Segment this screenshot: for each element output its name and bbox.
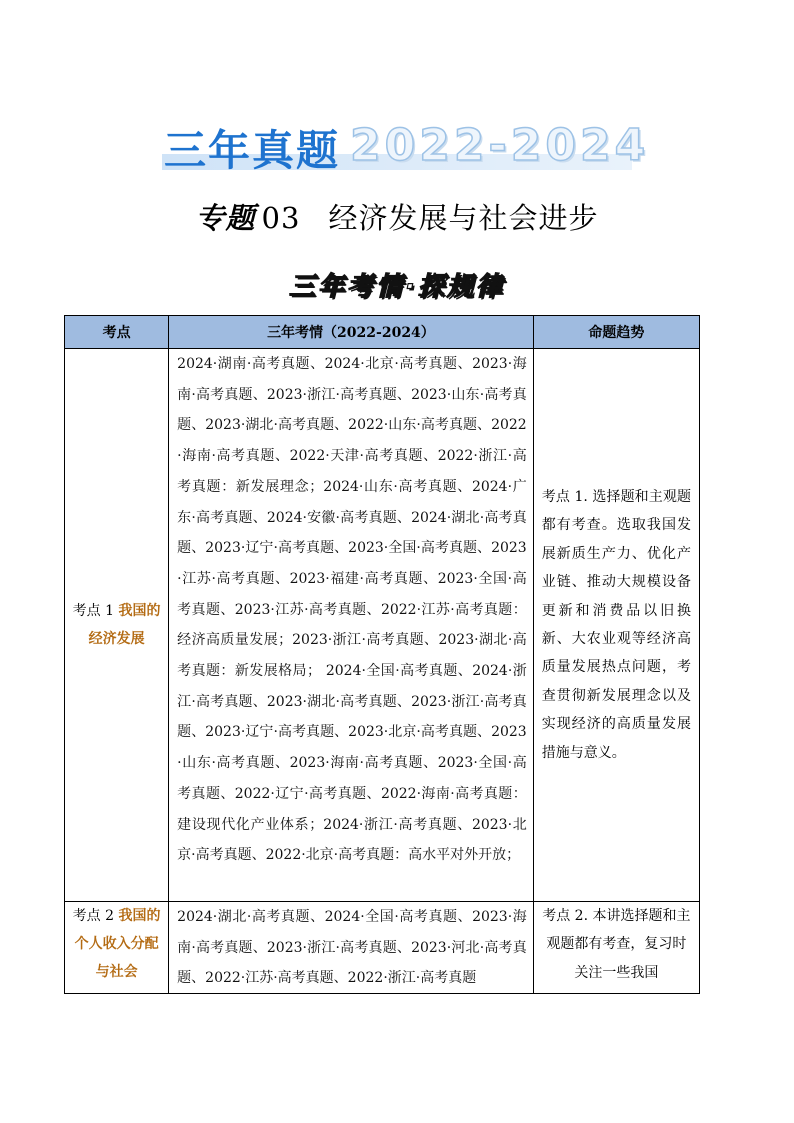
subject-number: 03 [261,201,301,235]
trend-cell: 考点 1. 选择题和主观题都有考查。选取我国发展新质生产力、优化产业链、推动大规模设备更新和消费品以旧换新、大农业观等经济高质量发展热点问题，考查贯彻新发展理念以及实现经济的高质量发展措施与意义。 [533,349,699,902]
point-prefix: 考点 2 [72,908,119,924]
point-prefix: 考点 1 [72,603,119,619]
exam-cell [169,902,534,994]
trend-cell [533,902,699,994]
header-point: 考点 [65,316,169,349]
point-highlight: 我国的个人收入分配与社会 [74,908,161,980]
point-highlight: 我国的经济发展 [88,603,161,647]
header-trend: 命题趋势 [533,316,699,349]
subject-prefix: 专题 [195,201,256,235]
banner-main-text: 三年真题 [164,126,341,175]
table-header-row [65,316,700,349]
exam-cell: 2024·湖南·高考真题、2024·北京·高考真题、2023·海南·高考真题、2023·浙江·高考真题、2023·山东·高考真题、2023·湖北·高考真题、2022·山东·高考真题、2022·海南·高考真题、2022·天津·高考真题、2022·浙江·高考真题：新发展理念；2024·山东·高考真题、2024·广东·高考真题、2024·安徽·高考真题、2024·湖北·高考真题、2023·辽宁·高考真题、2023·全国·高考真题、2023·江苏·高考真题、2023·福建·高考真题、2023·全国·高考真题、2023·江苏·高考真题、2022·江苏·高考真题：经济高质量发展；2023·浙江·高考真题、2023·湖北·高考真题：新发展格局； 2024·全国·高考真题、2024·浙江·高考真题、2023·湖北·高考真题、2023·浙江·高考真题、2023·辽宁·高考真题、2023·北京·高考真题、2023·山东·高考真题、2023·海南·高考真题、2023·全国·高考真题、2022·辽宁·高考真题、2022·海南·高考真题：建设现代化产业体系；2024·浙江·高考真题、2023·北京·高考真题、2022·北京·高考真题：高水平对外开放； [169,349,534,902]
table-row [65,349,700,902]
header-exams: 三年考情（2022-2024） [169,316,534,349]
subject-heading [0,196,794,237]
banner-years-text: 2022-2024 [350,120,650,171]
exam-text: 2024·湖北·高考真题、2024·全国·高考真题、2023·海南·高考真题、2023·浙江·高考真题、2023·河北·高考真题、2022·江苏·高考真题、2022·浙江·高考真题 [177,909,527,987]
exam-table [64,315,700,994]
trend-text: 考点 2. 本讲选择题和主观题都有考查，复习时关注一些我国 [542,908,691,981]
title-banner [150,118,650,176]
trend-banner: 三年考情·探规律 [289,272,505,302]
table-row [65,902,700,994]
subject-title: 经济发展与社会进步 [328,201,599,235]
point-cell [65,349,169,902]
point-cell [65,902,169,994]
